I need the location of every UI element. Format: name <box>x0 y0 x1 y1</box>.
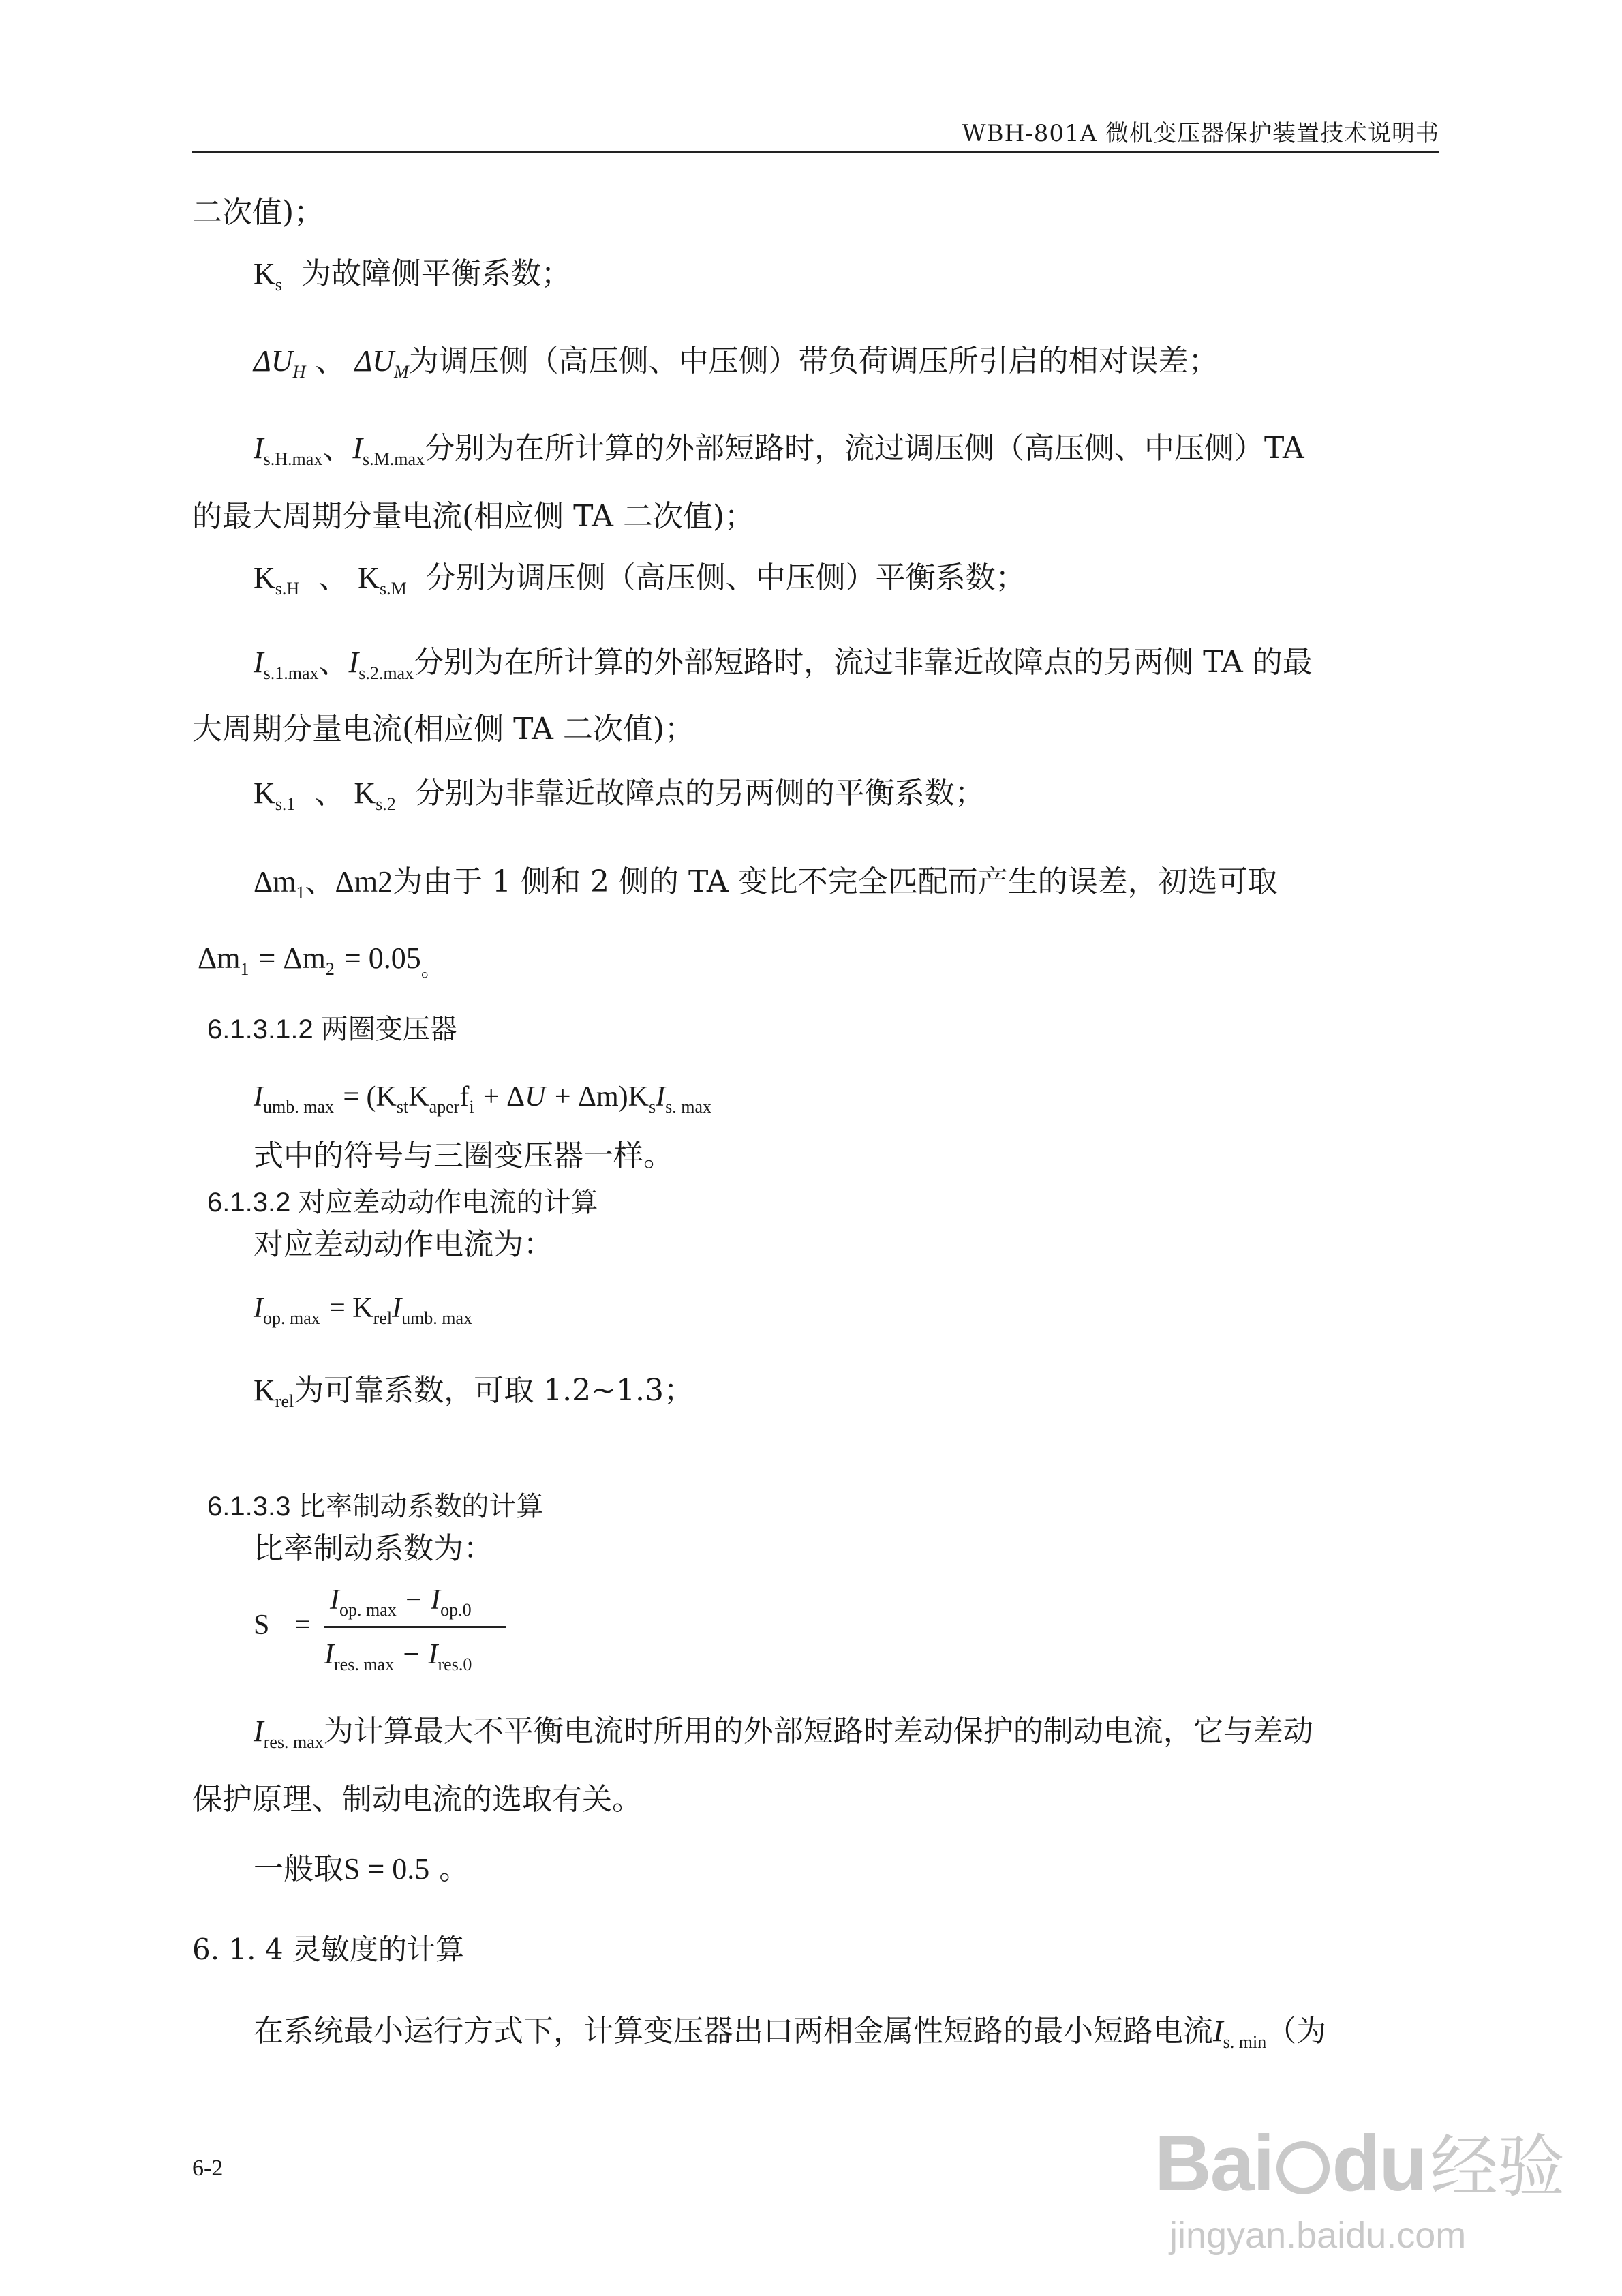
formula-op-max: $I_{op. max} = K_{rel}I_{umb. max}$ <box>254 1293 473 1328</box>
formula-numerator: $I_{op. max} - I_{op.0}$ <box>330 1584 472 1620</box>
text-line-3: $\Delta U_H$ 、 $\Delta U_M$为调压侧（高压侧、中压侧）带负荷调压所引启的相对误差； <box>254 344 1219 382</box>
text-line-15: 比率制动系数为： <box>254 1531 493 1566</box>
text-line-13: 对应差动动作电流为： <box>254 1227 553 1262</box>
header-title: WBH-801A 微机变压器保护装置技术说明书 <box>962 120 1439 147</box>
fraction-bar <box>324 1626 506 1628</box>
text-line-16: $I_{res. max}$为计算最大不平衡电流时所用的外部短路时差动保护的制动电流，它与差动 <box>254 1714 1313 1752</box>
formula-s-equals: = <box>294 1610 311 1641</box>
paw-icon <box>1276 2141 1330 2194</box>
formula-umb-max: $I_{umb. max} = (K_{st}K_{aper}f_i + \Delta U + \Delta m)K_sI_{s. max}$ <box>254 1081 712 1117</box>
formula-s-symbol: S <box>254 1610 270 1641</box>
text-line-11: $\Delta m_1 = \Delta m_2 = 0.05_。$ <box>198 941 442 982</box>
text-line-17: 保护原理、制动电流的选取有关。 <box>192 1782 642 1817</box>
text-line-8: 大周期分量电流(相应侧 TA 二次值)； <box>192 712 695 746</box>
text-line-14: $K_{rel}$为可靠系数，可取 1.2~1.3； <box>254 1373 694 1411</box>
text-line-18: 一般取S = 0.5 。 <box>254 1852 470 1886</box>
section-6-1-3-2: 6.1.3.2 对应差动动作电流的计算 <box>207 1188 598 1218</box>
header-rule <box>192 151 1439 153</box>
text-line-10: $\Delta m_1$、Δm2为由于 1 侧和 2 侧的 TA 变比不完全匹配而产生的误差，初选可取 <box>254 864 1278 903</box>
formula-denominator: $I_{res. max} - I_{res.0}$ <box>324 1639 472 1674</box>
watermark-brand: Bai du经验 <box>1154 2119 1564 2207</box>
text-line-19: 在系统最小运行方式下，计算变压器出口两相金属性短路的最小短路电流$I_{s. min}$（为 <box>254 2014 1327 2052</box>
text-line-5: 的最大周期分量电流(相应侧 TA 二次值)； <box>192 499 755 534</box>
text-line-6: $K_{s.H}$ 、 $K_{s.M}$ 分别为调压侧（高压侧、中压侧）平衡系数； <box>254 560 1026 599</box>
text-line-9: $K_{s.1}$ 、 $K_{s.2}$ 分别为非靠近故障点的另两侧的平衡系数； <box>254 776 985 814</box>
text-line-7: $I_{s.1.max}$、$I_{s.2.max}$分别为在所计算的外部短路时，流过非靠近故障点的另两侧 TA 的最 <box>254 645 1313 683</box>
text-line-2: $K_s$ 为故障侧平衡系数； <box>254 256 571 294</box>
text-line-12: 式中的符号与三圈变压器一样。 <box>254 1138 673 1173</box>
watermark-url: jingyan.baidu.com <box>1169 2215 1467 2256</box>
section-6-1-3-1-2: 6.1.3.1.2 两圈变压器 <box>207 1014 457 1044</box>
text-line-4: $I_{s.H.max}$、$I_{s.M.max}$分别为在所计算的外部短路时，流过调压侧（高压侧、中压侧）TA <box>254 431 1304 469</box>
section-6-1-4: 6. 1. 4 灵敏度的计算 <box>192 1933 464 1966</box>
page-number: 6-2 <box>192 2156 224 2181</box>
section-6-1-3-3: 6.1.3.3 比率制动系数的计算 <box>207 1492 544 1522</box>
text-line-1: 二次值)； <box>192 195 324 230</box>
